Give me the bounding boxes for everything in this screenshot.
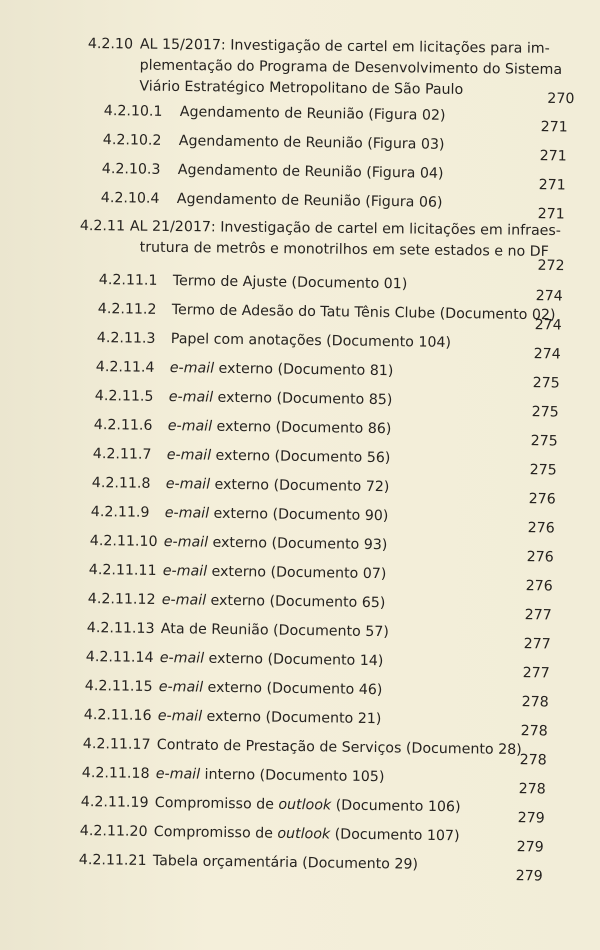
toc-number: 4.2.10.1 — [103, 102, 163, 120]
toc-number: 4.2.11.7 — [92, 445, 152, 463]
toc-page-number: 279 — [516, 839, 544, 856]
toc-item[interactable] — [90, 502, 561, 537]
toc-title — [164, 532, 388, 556]
toc-item[interactable] — [87, 589, 558, 624]
toc-item[interactable] — [93, 415, 564, 450]
toc-item[interactable] — [78, 850, 549, 885]
toc-item[interactable] — [100, 188, 571, 223]
toc-number: 4.2.10 — [87, 35, 134, 53]
toc-section-4-2-10[interactable] — [87, 34, 578, 108]
toc-title-prefix: Compromisso de — [154, 795, 279, 813]
toc-number: 4.2.11.14 — [85, 648, 154, 666]
toc-item[interactable] — [95, 357, 566, 392]
outlook-label: outlook — [278, 796, 332, 814]
toc-section-4-2-11[interactable] — [79, 216, 580, 275]
toc-title: Agendamento de Reunião (Figura 02) — [179, 104, 446, 124]
toc-title: Ata de Reunião (Documento 57) — [160, 621, 389, 641]
toc-item[interactable] — [84, 676, 555, 711]
toc-number: 4.2.10.4 — [100, 189, 160, 207]
toc-number: 4.2.11.1 — [98, 271, 158, 289]
toc-number: 4.2.11.12 — [87, 590, 156, 608]
toc-page-number: 276 — [527, 520, 555, 537]
toc-title-text: (Documento 106) — [331, 797, 461, 816]
toc-page-number: 278 — [520, 723, 548, 740]
toc-title: Termo de Ajuste (Documento 01) — [172, 273, 408, 293]
toc-title-text: externo (Documento 72) — [209, 476, 390, 496]
toc-page-number: 272 — [537, 257, 565, 275]
toc-item[interactable] — [83, 705, 554, 740]
toc-page-number: 271 — [539, 148, 567, 165]
toc-page-number: 271 — [538, 177, 566, 194]
email-label: e-mail — [165, 476, 211, 493]
toc-page-number: 274 — [534, 317, 562, 334]
email-label: e-mail — [158, 679, 204, 696]
toc-title-text: externo (Documento 85) — [212, 389, 393, 409]
toc-title-text: interno (Documento 105) — [199, 766, 385, 786]
toc-number: 4.2.11.9 — [90, 503, 150, 521]
toc-page-number: 275 — [532, 375, 560, 392]
toc-item[interactable] — [92, 444, 563, 479]
toc-number: 4.2.11.15 — [84, 677, 153, 695]
toc-number: 4.2.11.2 — [97, 300, 157, 318]
toc-page-number: 278 — [519, 752, 547, 769]
toc-item[interactable] — [96, 328, 567, 363]
toc-title — [168, 416, 392, 440]
toc-page-number: 277 — [523, 636, 551, 653]
toc-page-number: 274 — [533, 346, 561, 363]
toc-number: 4.2.11.13 — [86, 619, 155, 637]
toc-item[interactable] — [103, 101, 574, 136]
toc-title-line: plementação do Programa de Desenvolvimento do Sistema — [139, 57, 563, 78]
toc-item[interactable] — [80, 792, 551, 827]
toc-title-text: externo (Documento 81) — [213, 360, 394, 380]
toc-title-line: AL 21/2017: Investigação de cartel em licitações em infraes- — [129, 218, 562, 240]
toc-number: 4.2.11.3 — [96, 329, 156, 347]
toc-title — [163, 561, 387, 585]
toc-title: Tabela orçamentária (Documento 29) — [152, 853, 419, 873]
toc-title — [159, 677, 383, 701]
toc-item[interactable] — [89, 531, 560, 566]
toc-title — [154, 822, 460, 847]
email-label: e-mail — [166, 447, 212, 464]
toc-number: 4.2.11.18 — [81, 764, 150, 782]
toc-page-number: 278 — [518, 781, 546, 798]
email-label: e-mail — [159, 650, 205, 667]
toc-title-text: externo (Documento 07) — [206, 563, 387, 583]
toc-number: 4.2.11.5 — [94, 387, 154, 405]
email-label: e-mail — [167, 418, 213, 435]
toc-title-text: externo (Documento 90) — [208, 505, 389, 525]
toc-title: Contrato de Prestação de Serviços (Documento 28) — [156, 737, 522, 759]
toc-title — [165, 503, 389, 527]
toc-page-number: 275 — [529, 462, 557, 479]
toc-number: 4.2.10.3 — [101, 160, 161, 178]
toc-page-number: 279 — [515, 868, 543, 885]
toc-number: 4.2.11.10 — [89, 532, 158, 550]
toc-title-text: externo (Documento 65) — [205, 592, 386, 612]
toc-page-number: 275 — [531, 404, 559, 421]
toc-page-number: 277 — [522, 665, 550, 682]
toc-page-number: 275 — [530, 433, 558, 450]
toc-title: Agendamento de Reunião (Figura 04) — [177, 162, 444, 182]
toc-page-number: 279 — [517, 810, 545, 827]
toc-page-number: 277 — [524, 607, 552, 624]
toc-title: Papel com anotações (Documento 104) — [170, 331, 452, 351]
toc-item[interactable] — [102, 130, 573, 165]
toc-item[interactable] — [101, 159, 572, 194]
toc-number: 4.2.11.8 — [91, 474, 151, 492]
toc-title — [169, 387, 393, 411]
toc-number: 4.2.10.2 — [102, 131, 162, 149]
toc-title — [170, 358, 394, 382]
toc-title — [155, 793, 461, 818]
toc-title — [158, 706, 382, 730]
email-label: e-mail — [168, 389, 214, 406]
toc-item[interactable] — [97, 299, 568, 334]
toc-title-text: externo (Documento 21) — [201, 708, 382, 728]
toc-title — [160, 648, 384, 672]
toc-page-number: 270 — [547, 90, 575, 108]
toc-number: 4.2.11.6 — [93, 416, 153, 434]
toc-number: 4.2.11.19 — [80, 793, 149, 811]
toc-title — [166, 474, 390, 498]
toc-title-prefix: Compromisso de — [153, 824, 278, 842]
email-label: e-mail — [162, 563, 208, 580]
toc-title-text: (Documento 107) — [330, 826, 460, 845]
toc-page-number: 278 — [521, 694, 549, 711]
toc-title-text: externo (Documento 56) — [210, 447, 391, 467]
toc-number: 4.2.11.4 — [95, 358, 155, 376]
email-label: e-mail — [169, 360, 215, 377]
email-label: e-mail — [163, 534, 209, 551]
toc-item[interactable] — [85, 647, 556, 682]
toc-title-text: externo (Documento 86) — [211, 418, 392, 438]
email-label: e-mail — [155, 766, 201, 783]
toc-item[interactable] — [81, 763, 552, 798]
toc-item[interactable] — [86, 618, 557, 653]
toc-title — [167, 445, 391, 469]
toc-number: 4.2.11.20 — [79, 822, 148, 840]
toc-title: Agendamento de Reunião (Figura 06) — [176, 191, 443, 211]
toc-page-number: 271 — [537, 206, 565, 223]
toc-page-number: 271 — [540, 119, 568, 136]
toc-title-line: Viário Estratégico Metropolitano de São Paulo — [139, 78, 464, 98]
toc-title — [162, 590, 386, 614]
toc-item[interactable] — [88, 560, 559, 595]
toc-title-text: externo (Documento 46) — [202, 679, 383, 699]
toc-page-number: 276 — [525, 578, 553, 595]
toc-page-number: 274 — [535, 288, 563, 305]
email-label: e-mail — [157, 708, 203, 725]
toc-title: Agendamento de Reunião (Figura 03) — [178, 133, 445, 153]
toc-number: 4.2.11.16 — [83, 706, 152, 724]
toc-title-line: AL 15/2017: Investigação de cartel em licitações para im- — [139, 36, 550, 57]
toc-number: 4.2.11.21 — [78, 851, 147, 869]
toc-title: Termo de Adesão do Tatu Tênis Clube (Documento 02) — [171, 302, 556, 324]
toc-title-text: externo (Documento 14) — [203, 650, 384, 670]
email-label: e-mail — [164, 505, 210, 522]
email-label: e-mail — [161, 592, 207, 609]
toc-item[interactable] — [82, 734, 553, 769]
toc-item[interactable] — [91, 473, 562, 508]
toc-page-number: 276 — [528, 491, 556, 508]
toc-title-line: trutura de metrôs e monotrilhos em sete estados e no DF — [139, 239, 549, 260]
toc-item[interactable] — [79, 821, 550, 856]
outlook-label: outlook — [277, 825, 331, 843]
toc-item[interactable] — [94, 386, 565, 421]
toc-number: 4.2.11 — [79, 217, 126, 235]
toc-title-text: externo (Documento 93) — [207, 534, 388, 554]
toc-number: 4.2.11.17 — [82, 735, 151, 753]
toc-page-number: 276 — [526, 549, 554, 566]
toc-number: 4.2.11.11 — [88, 561, 157, 579]
toc-item[interactable] — [98, 270, 569, 305]
toc-title — [156, 764, 385, 788]
